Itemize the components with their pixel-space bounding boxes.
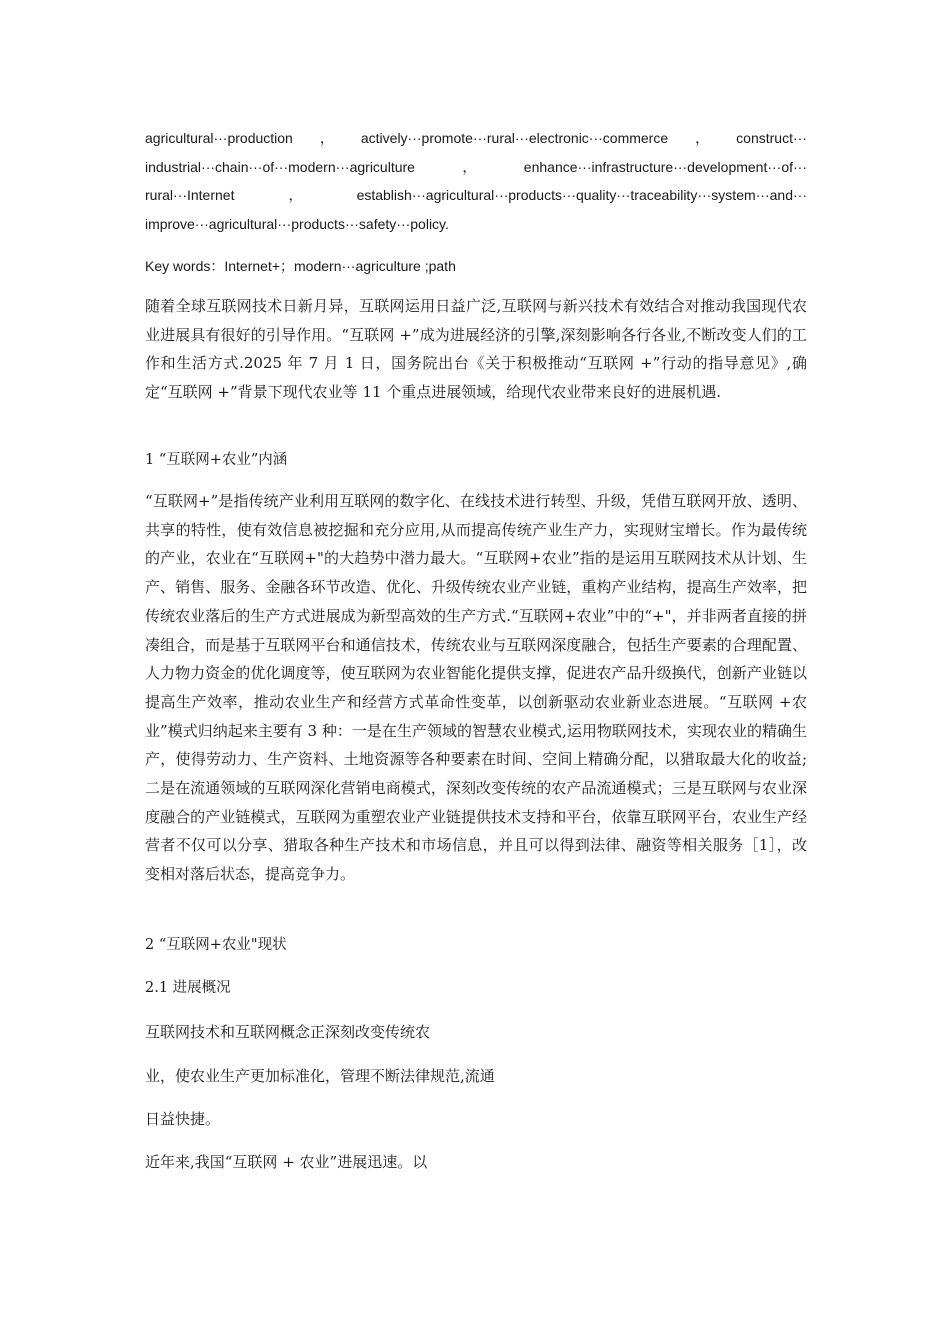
body-line: 近年来,我国“互联网 + 农业”进展迅速。以 xyxy=(145,1153,428,1171)
document-page xyxy=(145,124,807,1173)
abstract-text: establish···agricultural···products···quality···traceability···system···and··· xyxy=(356,187,807,203)
section-2-heading: 2 “互联网+农业"现状 xyxy=(145,937,287,953)
abstract-text: industrial···chain···of···modern···agriculture xyxy=(145,158,415,175)
abstract-text: agricultural···production xyxy=(145,130,293,146)
abstract-comma: ， xyxy=(695,130,710,146)
body-line: 日益快捷。 xyxy=(145,1110,221,1128)
body-line: 业，使农业生产更加标准化，管理不断法律规范,流通 xyxy=(145,1067,495,1085)
abstract-line-4 xyxy=(145,210,807,239)
abstract-text: rural···Internet xyxy=(145,187,235,203)
abstract-comma: ， xyxy=(462,158,477,175)
abstract-text: improve···agricultural···products···safety···policy. xyxy=(145,215,449,232)
abstract-line-1 xyxy=(145,124,807,153)
section-1-heading: 1 “互联网+农业”内涵 xyxy=(145,452,288,468)
section-2-1-heading: 2.1 进展概况 xyxy=(145,980,231,996)
intro-paragraph: 随着全球互联网技术日新月异，互联网运用日益广泛,互联网与新兴技术有效结合对推动我国现代农业进展具有很好的引导作用。“互联网 +”成为进展经济的引擎,深刻影响各行各业,不断改变人们的工作和生活方式.2025 年 7 月 1 日，国务院出台《关于积极推动“互联网 +”行动的指导意见》,确定“互联网 +”背景下现代农业等 11 个重点进展领域，给现代农业带来良好的进展机遇. xyxy=(145,297,807,402)
abstract-comma: ， xyxy=(319,130,334,146)
abstract-text: enhance···infrastructure···development···of··· xyxy=(523,158,807,175)
section-1-paragraph: “互联网+”是指传统产业利用互联网的数字化、在线技术进行转型、升级，凭借互联网开放、透明、共享的特性，使有效信息被挖掘和充分应用,从而提高传统产业生产力，实现财宝增长。作为最传统的产业，农业在“互联网+"的大趋势中潜力最大。“互联网+农业”指的是运用互联网技术从计划、生产、销售、服务、金融各环节改造、优化、升级传统农业产业链，重构产业结构，提高生产效率，把传统农业落后的生产方式进展成为新型高效的生产方式.“互联网+农业”中的“+"，并非两者直接的拼凑组合，而是基于互联网平台和通信技术，传统农业与互联网深度融合，包括生产要素的合理配置、人力物力资金的优化调度等，使互联网为农业智能化提供支撑，促进农产品升级换代，创新产业链以提高生产效率，推动农业生产和经营方式革命性变革，以创新驱动农业新业态进展。“互联网 +农业”模式归纳起来主要有 3 种：一是在生产领域的智慧农业模式,运用物联网技术，实现农业的精确生产，使得劳动力、生产资料、土地资源等各种要素在时间、空间上精确分配，以猎取最大化的收益;二是在流通领域的互联网深化营销电商模式，深刻改变传统的农产品流通模式；三是互联网与农业深度融合的产业链模式，互联网为重塑农业产业链提供技术支持和平台，依靠互联网平台，农业生产经营者不仅可以分享、猎取各种生产技术和市场信息，并且可以得到法律、融资等相关服务［1］，改变相对落后状态，提高竞争力。 xyxy=(145,492,807,884)
abstract-text: actively···promote···rural···electronic···commerce xyxy=(360,130,669,146)
abstract-line-2 xyxy=(145,153,807,182)
abstract-text: construct··· xyxy=(736,130,807,146)
keywords-line: Key words：Internet+；modern···agriculture ;path xyxy=(145,258,456,274)
abstract-line-3 xyxy=(145,181,807,210)
abstract-comma: ， xyxy=(288,187,303,203)
body-line: 互联网技术和互联网概念正深刻改变传统农 xyxy=(145,1023,431,1041)
